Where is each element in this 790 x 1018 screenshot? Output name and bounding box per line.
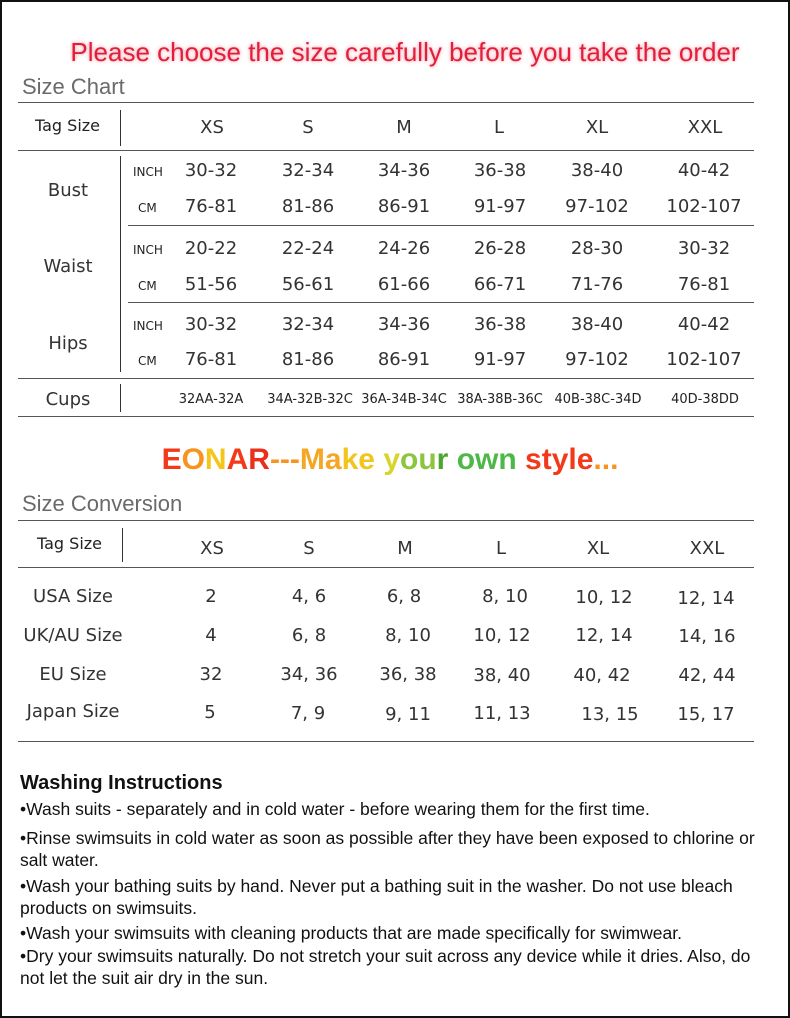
size-conversion-title: Size Conversion xyxy=(22,491,183,516)
conversion-cell: 4, 6 xyxy=(291,586,327,607)
measurement-cell: 76-81 xyxy=(677,274,731,295)
cup-cell: 36A-34B-34C xyxy=(361,392,447,407)
conversion-row-label: EU Size xyxy=(39,664,107,685)
cup-cell: 40B-38C-34D xyxy=(554,392,642,407)
conversion-cell: 13, 15 xyxy=(581,704,639,725)
measurement-cell: 51-56 xyxy=(184,274,238,295)
measurement-cell: 36-38 xyxy=(473,160,527,181)
unit-label: INCH xyxy=(133,243,163,257)
measurement-cell: 28-30 xyxy=(570,238,624,259)
row-label-waist: Waist xyxy=(43,256,93,277)
conversion-cell: 14, 16 xyxy=(678,626,736,647)
conversion-cell: 8, 10 xyxy=(482,586,528,607)
measurement-cell: 86-91 xyxy=(377,196,431,217)
conversion-cell: 6, 8 xyxy=(291,625,327,646)
unit-label: INCH xyxy=(133,319,163,333)
measurement-cell: 76-81 xyxy=(184,196,238,217)
row-label-cups: Cups xyxy=(45,389,91,410)
measurement-cell: 22-24 xyxy=(281,238,335,259)
slogan-segment: r xyxy=(436,443,457,476)
divider xyxy=(18,741,754,742)
divider xyxy=(120,384,121,412)
divider xyxy=(18,378,754,379)
conversion-cell: 5 xyxy=(204,702,216,723)
divider xyxy=(128,302,754,303)
measurement-cell: 38-40 xyxy=(570,314,624,335)
conversion-cell: 10, 12 xyxy=(473,625,531,646)
size-conversion-header-cell: M xyxy=(397,538,413,559)
cup-cell: 32AA-32A xyxy=(178,392,244,407)
order-warning: Please choose the size carefully before you take the order xyxy=(70,37,740,67)
size-chart-header-cell: XXL xyxy=(687,117,723,138)
slogan-segment: ou xyxy=(400,443,437,476)
washing-item: •Wash your swimsuits with cleaning products that are made specifically for swimwear. xyxy=(20,923,682,943)
conversion-cell: 40, 42 xyxy=(573,665,631,686)
measurement-cell: 91-97 xyxy=(473,196,527,217)
size-chart-header-cell: L xyxy=(493,117,505,138)
slogan-segment: style xyxy=(525,443,594,476)
measurement-cell: 26-28 xyxy=(473,238,527,259)
divider xyxy=(18,102,754,103)
slogan-segment: own xyxy=(456,443,526,476)
conversion-cell: 12, 14 xyxy=(575,625,633,646)
slogan-segment: ke xyxy=(341,443,384,476)
measurement-cell: 71-76 xyxy=(570,274,624,295)
measurement-cell: 61-66 xyxy=(377,274,431,295)
washing-item: •Wash suits - separately and in cold water - before wearing them for the first time. xyxy=(20,799,650,819)
conversion-cell: 10, 12 xyxy=(575,587,633,608)
unit-label: CM xyxy=(138,201,157,215)
size-conversion-header-cell: XL xyxy=(586,538,610,559)
size-conversion-header-cell: S xyxy=(303,538,315,559)
measurement-cell: 30-32 xyxy=(677,238,731,259)
conversion-cell: 11, 13 xyxy=(473,703,531,724)
measurement-cell: 81-86 xyxy=(281,196,335,217)
conversion-cell: 15, 17 xyxy=(677,704,735,725)
size-chart-header-cell: S xyxy=(302,117,314,138)
size-chart-header-cell: XS xyxy=(200,117,224,138)
measurement-cell: 76-81 xyxy=(184,349,238,370)
slogan-segment: Ma xyxy=(299,443,342,476)
slogan-segment: E xyxy=(161,443,182,476)
divider xyxy=(18,416,754,417)
measurement-cell: 102-107 xyxy=(666,349,742,370)
measurement-cell: 34-36 xyxy=(377,160,431,181)
size-conversion-header-cell: L xyxy=(495,538,507,559)
conversion-row-label: Japan Size xyxy=(26,701,120,722)
conversion-cell: 4 xyxy=(205,625,217,646)
unit-label: INCH xyxy=(133,165,163,179)
conversion-cell: 6, 8 xyxy=(386,586,422,607)
divider xyxy=(128,225,754,226)
measurement-cell: 86-91 xyxy=(377,349,431,370)
conversion-cell: 12, 14 xyxy=(677,588,735,609)
washing-item: •Dry your swimsuits naturally. Do not stretch your suit across any device while it dries. Also, do not let the suit air dry in the sun. xyxy=(20,946,751,988)
measurement-cell: 32-34 xyxy=(281,160,335,181)
cup-cell: 38A-38B-36C xyxy=(457,392,543,407)
cup-cell: 40D-38DD xyxy=(671,392,739,407)
unit-label: CM xyxy=(138,354,157,368)
washing-title: Washing Instructions xyxy=(20,772,223,794)
conversion-cell: 36, 38 xyxy=(379,664,437,685)
divider xyxy=(122,528,123,562)
size-chart-header-cell: M xyxy=(396,117,412,138)
size-conversion-header-cell: XXL xyxy=(689,538,725,559)
cup-cell: 34A-32B-32C xyxy=(267,392,353,407)
conversion-row-label: USA Size xyxy=(33,586,113,607)
divider xyxy=(18,567,754,568)
slogan-segment: A xyxy=(226,443,249,476)
divider xyxy=(120,156,121,372)
measurement-cell: 34-36 xyxy=(377,314,431,335)
size-chart-tag-label: Tag Size xyxy=(35,116,101,135)
slogan-segment: --- xyxy=(269,443,300,476)
measurement-cell: 66-71 xyxy=(473,274,527,295)
slogan-segment: ... xyxy=(593,443,619,476)
slogan-segment: y xyxy=(383,443,401,476)
measurement-cell: 20-22 xyxy=(184,238,238,259)
measurement-cell: 30-32 xyxy=(184,314,238,335)
divider xyxy=(18,150,754,151)
size-conversion-header-cell: XS xyxy=(200,538,224,559)
conversion-row-label: UK/AU Size xyxy=(23,625,123,646)
divider xyxy=(120,110,121,146)
slogan-segment: N xyxy=(204,443,227,476)
conversion-cell: 8, 10 xyxy=(385,625,431,646)
conversion-cell: 9, 11 xyxy=(385,704,431,725)
slogan-segment: R xyxy=(248,443,270,476)
washing-item: •Rinse swimsuits in cold water as soon as possible after they have been exposed to chlorine or salt water. xyxy=(20,828,755,870)
slogan-segment: O xyxy=(181,443,205,476)
washing-item: •Wash your bathing suits by hand. Never put a bathing suit in the washer. Do not use bleach products on swimsuits. xyxy=(20,876,733,918)
measurement-cell: 30-32 xyxy=(184,160,238,181)
measurement-cell: 81-86 xyxy=(281,349,335,370)
size-chart-title: Size Chart xyxy=(22,74,125,99)
conversion-cell: 2 xyxy=(205,586,217,607)
measurement-cell: 97-102 xyxy=(565,349,629,370)
row-label-bust: Bust xyxy=(47,180,89,201)
measurement-cell: 56-61 xyxy=(281,274,335,295)
conversion-cell: 7, 9 xyxy=(290,703,326,724)
unit-label: CM xyxy=(138,279,157,293)
conversion-cell: 42, 44 xyxy=(678,665,736,686)
size-chart-header-cell: XL xyxy=(585,117,609,138)
divider xyxy=(18,520,754,521)
measurement-cell: 40-42 xyxy=(677,160,731,181)
row-label-hips: Hips xyxy=(48,333,88,354)
measurement-cell: 102-107 xyxy=(666,196,742,217)
conversion-cell: 34, 36 xyxy=(280,664,338,685)
conversion-cell: 38, 40 xyxy=(473,665,531,686)
brand-slogan xyxy=(162,443,619,477)
measurement-cell: 38-40 xyxy=(570,160,624,181)
measurement-cell: 36-38 xyxy=(473,314,527,335)
measurement-cell: 91-97 xyxy=(473,349,527,370)
measurement-cell: 40-42 xyxy=(677,314,731,335)
measurement-cell: 32-34 xyxy=(281,314,335,335)
measurement-cell: 97-102 xyxy=(565,196,629,217)
conversion-cell: 32 xyxy=(199,664,223,685)
measurement-cell: 24-26 xyxy=(377,238,431,259)
size-conversion-tag-label: Tag Size xyxy=(37,534,103,553)
